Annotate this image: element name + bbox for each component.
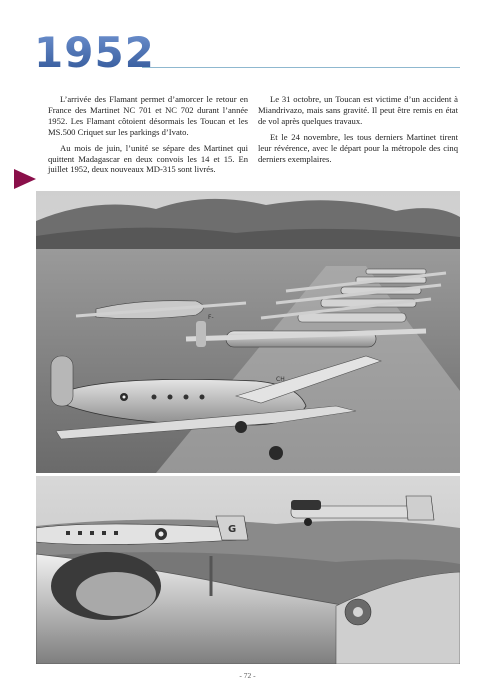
paragraph: Le 31 octobre, un Toucan est victime d’un accident à Miandrivazo, mais sans gravité. Il peut être remis en état de vol après quelques travaux. (258, 94, 458, 126)
heading-rule (142, 67, 460, 68)
paragraph: L’arrivée des Flamant permet d’amorcer le retour en France des Martinet NC 701 et NC 702 durant l’année 1952. Les Flamant côtoient désormais les Toucan et les MS.500 Criquet sur les parkings d’Ivato. (48, 94, 248, 137)
paragraph: Au mois de juin, l’unité se sépare des Martinet qui quittent Madagascar en deux convois les 14 et 15. En juillet 1952, deux nouveaux MD-315 sont livrés. (48, 142, 248, 175)
fuselage-marking: CH (276, 376, 285, 383)
photo-aircraft-lineup (36, 191, 460, 473)
fuselage-marking: F- (208, 314, 214, 321)
year-heading: 1952 (34, 28, 155, 77)
page-number: - 72 - (239, 671, 256, 680)
text-column-left (48, 94, 248, 180)
photo-formation-flight (36, 476, 460, 664)
tail-marking: G (228, 524, 237, 535)
section-marker-triangle (14, 169, 36, 189)
text-column-right (258, 94, 458, 169)
paragraph: Et le 24 novembre, les tous derniers Martinet tirent leur révérence, avec le départ pour la métropole des cinq derniers exemplaires. (258, 131, 458, 164)
